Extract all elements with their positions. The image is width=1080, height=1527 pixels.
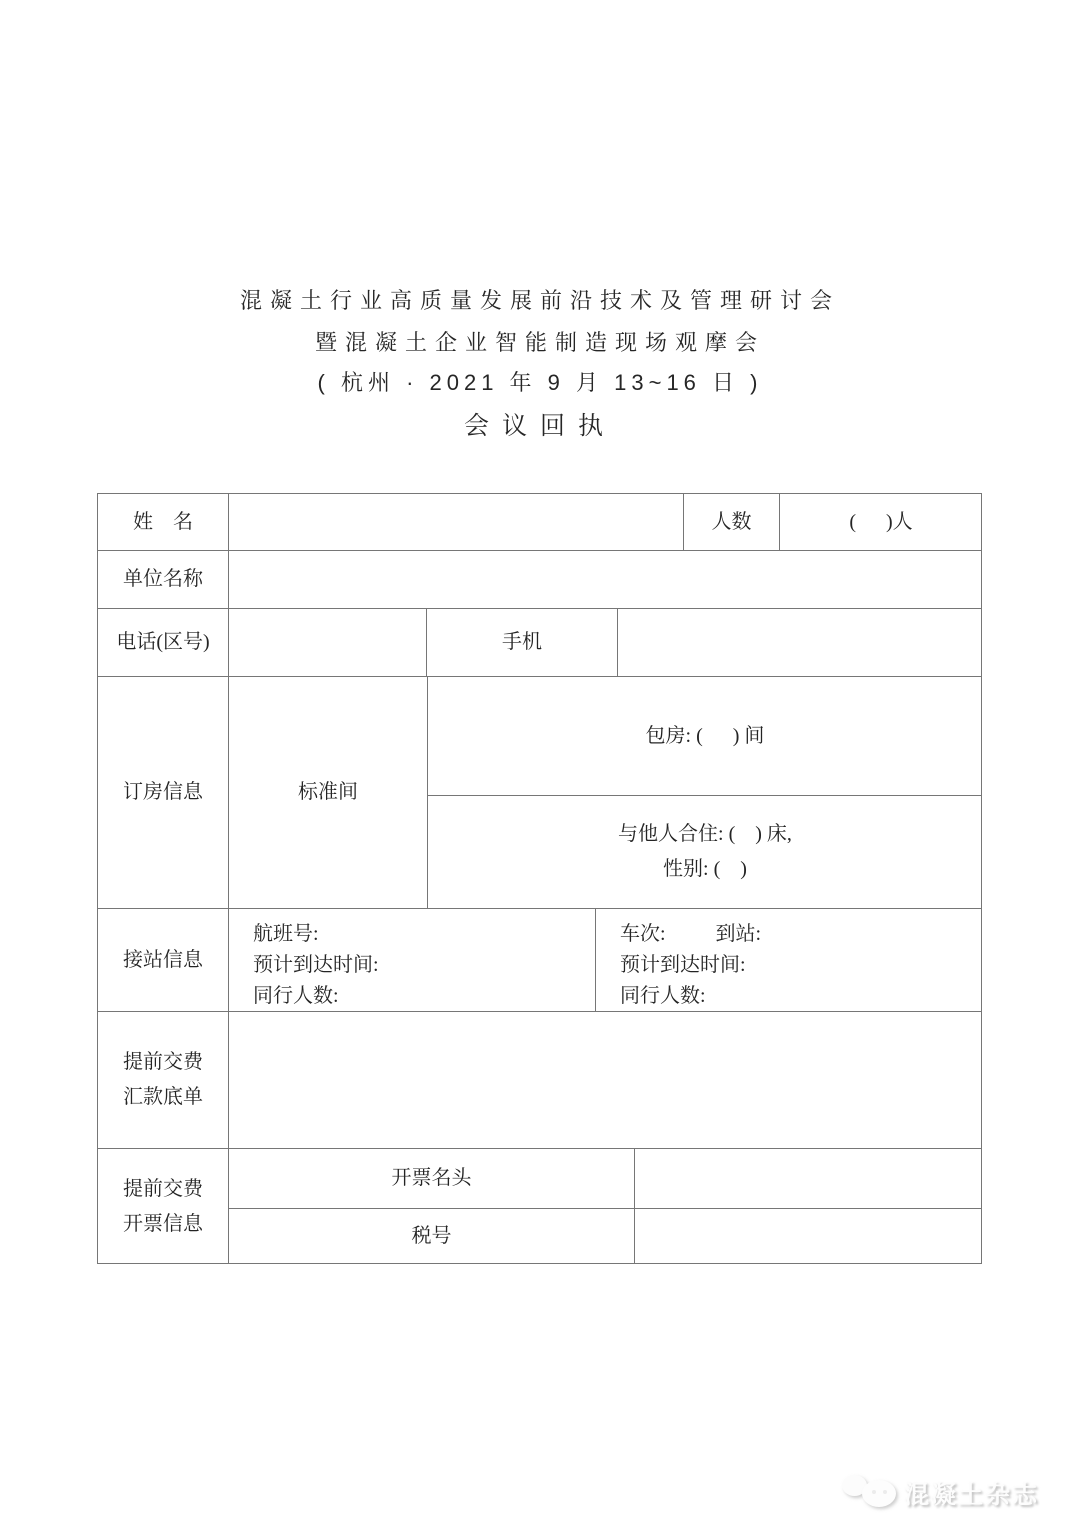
conference-date-location: ( 杭州 · 2021 年 9 月 13~16 日 ) <box>317 370 763 395</box>
payment-label-cell <box>97 1011 228 1148</box>
invoice-title-label-cell: 开票名头 <box>228 1148 634 1208</box>
headcount-value-cell[interactable]: ( )人 <box>779 493 982 550</box>
invoice-title-input-cell[interactable] <box>634 1148 982 1208</box>
private-room-cell[interactable]: 包房: ( ) 间 <box>427 676 982 795</box>
train-number-label: 车次: 到站: <box>620 923 762 945</box>
form-title: 会议回执 <box>463 412 616 440</box>
invoice-label-cell <box>97 1148 228 1264</box>
booking-label-cell: 订房信息 <box>97 676 228 908</box>
wechat-bubbles-icon <box>840 1472 904 1514</box>
tax-number-input-cell[interactable] <box>634 1208 982 1264</box>
name-label-cell: 姓 名 <box>97 493 228 550</box>
flight-number-label: 航班号: <box>253 923 319 945</box>
flight-arrival-label: 预计到达时间: <box>253 954 379 976</box>
shared-room-line2: 性别: ( ) <box>663 858 747 880</box>
train-info-cell[interactable] <box>595 908 982 1011</box>
shared-room-line1: 与他人合住: ( ) 床, <box>618 823 792 845</box>
flight-info-cell[interactable] <box>228 908 595 1011</box>
flight-companions-label: 同行人数: <box>253 985 339 1007</box>
org-label-cell: 单位名称 <box>97 550 228 608</box>
phone-input-cell[interactable] <box>228 608 426 676</box>
watermark <box>840 1472 1039 1514</box>
tax-number-label-cell: 税号 <box>228 1208 634 1264</box>
conference-title-line1: 混凝土行业高质量发展前沿技术及管理研讨会 <box>239 288 840 313</box>
train-companions-label: 同行人数: <box>620 985 706 1007</box>
mobile-label-cell: 手机 <box>426 608 617 676</box>
headcount-label-cell: 人数 <box>683 493 779 550</box>
payment-label-line1: 提前交费 <box>123 1051 203 1073</box>
invoice-label-line2: 开票信息 <box>123 1212 203 1235</box>
name-input-cell[interactable] <box>228 493 683 550</box>
payment-label-line2: 汇款底单 <box>123 1086 203 1108</box>
registration-table <box>97 493 982 1264</box>
shared-room-cell[interactable] <box>427 795 982 908</box>
invoice-label-line1: 提前交费 <box>123 1177 203 1200</box>
payment-receipt-input-cell[interactable] <box>228 1011 982 1148</box>
room-type-cell: 标准间 <box>228 676 427 908</box>
conference-title-line2: 暨混凝土企业智能制造现场观摩会 <box>314 330 765 355</box>
pickup-label-cell: 接站信息 <box>97 908 228 1011</box>
watermark-text: 混凝土杂志 <box>904 1481 1040 1509</box>
phone-label-cell: 电话(区号) <box>97 608 228 676</box>
mobile-input-cell[interactable] <box>617 608 982 676</box>
train-arrival-label: 预计到达时间: <box>620 954 746 976</box>
org-input-cell[interactable] <box>228 550 982 608</box>
